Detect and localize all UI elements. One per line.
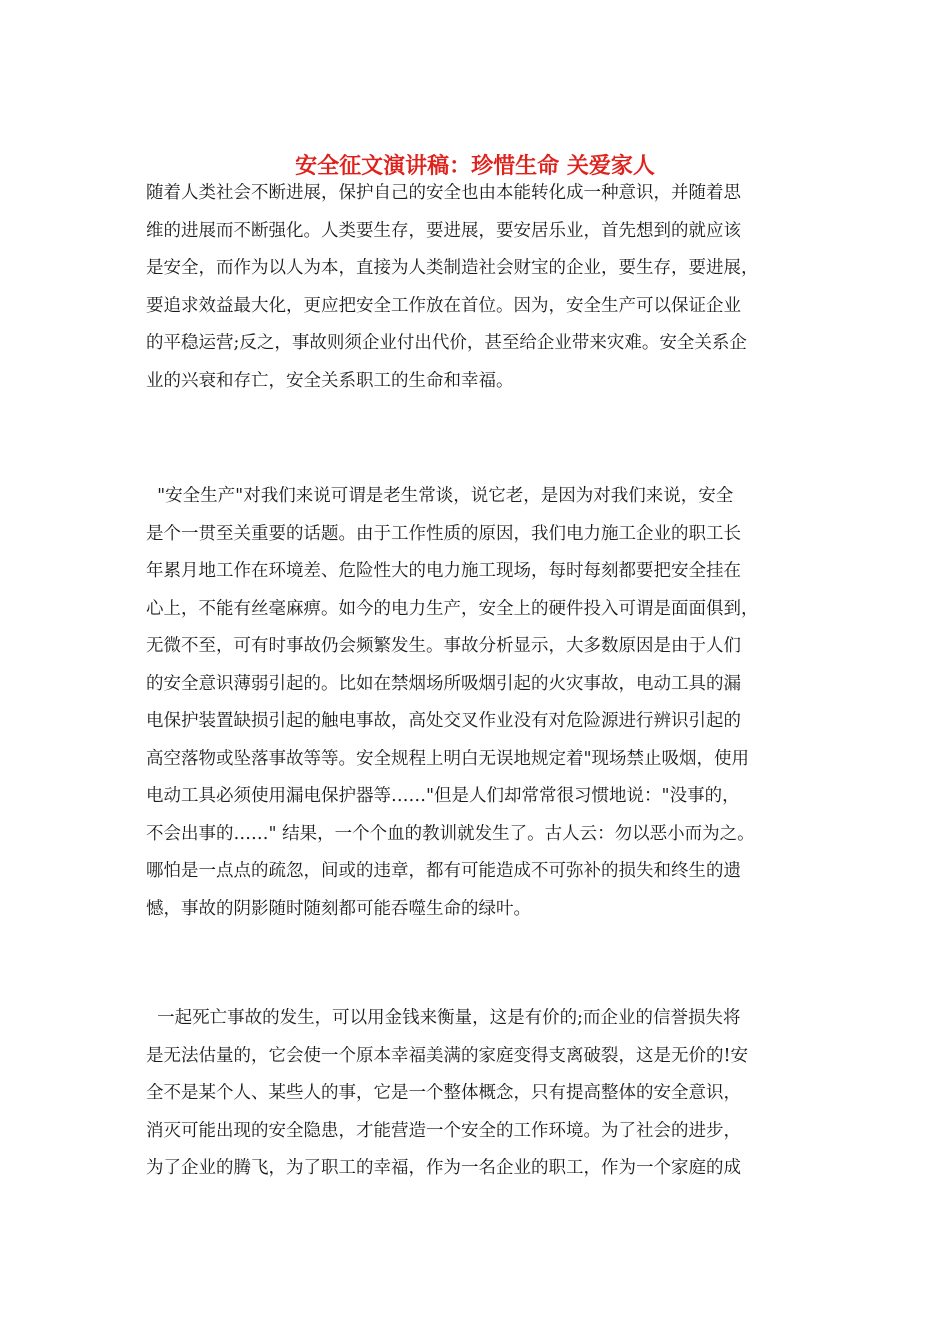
paragraph-fatal-accident [146,1000,806,1188]
text-line: 要追求效益最大化，更应把安全工作放在首位。因为，安全生产可以保证企业 [146,295,741,316]
text-line: 消灭可能出现的安全隐患，才能营造一个安全的工作环境。为了社会的进步， [146,1120,741,1141]
text-line: 无微不至，可有时事故仍会频繁发生。事故分析显示，大多数原因是由于人们 [146,636,741,656]
text-line: 为了企业的腾飞，为了职工的幸福，作为一名企业的职工，作为一个家庭的成 [146,1158,741,1178]
paragraph-safety-production [146,478,806,928]
document-title: 安全征文演讲稿：珍惜生命 关爱家人 [295,154,655,179]
text-line: 维的进展而不断强化。人类要生存，要进展，要安居乐业，首先想到的就应该 [146,220,741,241]
text-line: 是个一贯至关重要的话题。由于工作性质的原因，我们电力施工企业的职工长 [146,523,741,544]
text-line: 一起死亡事故的发生，可以用金钱来衡量，这是有价的;而企业的信誉损失将 [146,1008,741,1028]
text-line: 业的兴衰和存亡，安全关系职工的生命和幸福。 [146,370,514,391]
text-line: 是无法估量的，它会使一个原本幸福美满的家庭变得支离破裂，这是无价的!安 [146,1045,749,1066]
text-line: 高空落物或坠落事故等等。安全规程上明白无误地规定着"现场禁止吸烟，使用 [146,748,750,769]
text-line: 年累月地工作在环境差、危险性大的电力施工现场，每时每刻都要把安全挂在 [146,561,741,581]
text-line: 的安全意识薄弱引起的。比如在禁烟场所吸烟引起的火灾事故，电动工具的漏 [146,673,741,694]
paragraph-intro [146,175,806,400]
text-line: 电动工具必须使用漏电保护器等……"但是人们却常常很习惯地说："没事的， [146,786,740,806]
text-line: 是安全，而作为以人为本，直接为人类制造社会财宝的企业，要生存，要进展， [146,258,759,278]
text-line: 心上，不能有丝毫麻痹。如今的电力生产，安全上的硬件投入可谓是面面俱到， [146,598,759,619]
text-line: 随着人类社会不断进展，保护自己的安全也由本能转化成一种意识，并随着思 [146,183,741,203]
text-line: "安全生产"对我们来说可谓是老生常谈，说它老，是因为对我们来说，安全 [146,486,734,506]
text-line: 憾，事故的阴影随时随刻都可能吞噬生命的绿叶。 [146,898,531,919]
text-line: 哪怕是一点点的疏忽，间或的违章，都有可能造成不可弥补的损失和终生的遗 [146,861,741,881]
text-line: 电保护装置缺损引起的触电事故，高处交叉作业没有对危险源进行辨识引起的 [146,711,741,731]
text-line: 全不是某个人、某些人的事，它是一个整体概念，只有提高整体的安全意识， [146,1083,741,1103]
text-line: 的平稳运营;反之，事故则须企业付出代价，甚至给企业带来灾难。安全关系企 [146,333,747,353]
text-line: 不会出事的……" 结果，一个个血的教训就发生了。古人云：勿以恶小而为之。 [146,823,755,844]
